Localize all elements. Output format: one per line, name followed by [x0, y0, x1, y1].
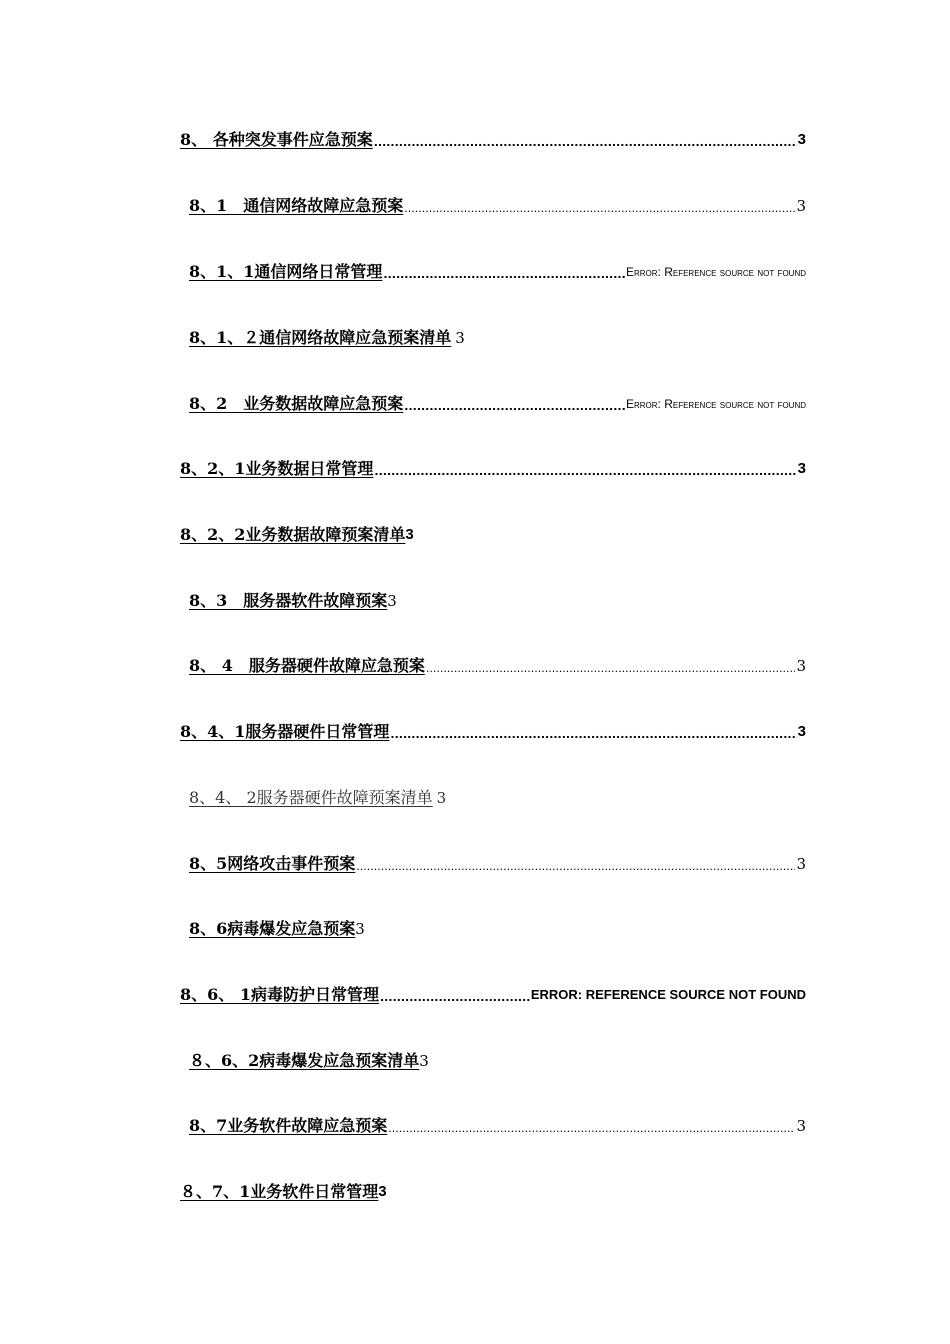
toc-entry-label[interactable]: 8、 4 服务器硬件故障应急预案	[189, 656, 425, 675]
toc-dot-leader	[380, 991, 530, 1005]
toc-entry-label[interactable]: 8、2、1业务数据日常管理	[180, 459, 374, 478]
toc-entry[interactable]	[180, 716, 806, 742]
toc-page-number: 3	[455, 329, 465, 347]
toc-dot-leader	[374, 136, 797, 150]
toc-entry[interactable]	[180, 1176, 806, 1202]
toc-entry-label[interactable]: 8、1 通信网络故障应急预案	[189, 196, 404, 215]
toc-page-number: 3	[387, 592, 397, 610]
toc-dot-leader	[388, 1122, 795, 1136]
toc-entry[interactable]	[180, 124, 806, 150]
toc-entry-label[interactable]: 8、3 服务器软件故障预案	[189, 591, 388, 610]
toc-entry-label[interactable]: 8、1、２通信网络故障应急预案清单	[189, 328, 452, 347]
toc-entry[interactable]	[180, 979, 806, 1005]
toc-entry[interactable]	[189, 585, 806, 611]
toc-dot-leader	[374, 465, 796, 479]
toc-page-number: 3	[797, 460, 806, 477]
toc-entry-label[interactable]: 8、 各种突发事件应急预案	[180, 130, 373, 149]
toc-entry[interactable]	[189, 848, 806, 874]
toc-entry[interactable]	[189, 1045, 806, 1071]
toc-page-number: 3	[796, 1117, 806, 1135]
toc-page-number: 3	[796, 657, 806, 675]
toc-entry-label[interactable]: 8、7业务软件故障应急预案	[189, 1116, 388, 1135]
toc-dot-leader	[404, 400, 625, 414]
toc-entry-label[interactable]: 8、5网络攻击事件预案	[189, 854, 356, 873]
toc-entry-label[interactable]: ８、7、1业务软件日常管理	[180, 1182, 379, 1201]
toc-entry-label[interactable]: 8、6、 1病毒防护日常管理	[180, 985, 379, 1004]
toc-dot-leader	[404, 202, 795, 216]
toc-page-error: Error: Reference source not found	[625, 397, 806, 411]
toc-entry-label[interactable]: 8、6病毒爆发应急预案	[189, 919, 356, 938]
toc-page-number: 3	[355, 920, 365, 938]
toc-page-error: Error: Reference source not found	[625, 265, 806, 279]
toc-entry-label[interactable]: 8、4、1服务器硬件日常管理	[180, 722, 390, 741]
toc-page-number: 3	[436, 789, 447, 807]
toc-dot-leader	[356, 860, 795, 874]
toc-page-number: 3	[419, 1052, 429, 1070]
toc-entry[interactable]	[189, 650, 806, 676]
toc-entry[interactable]	[189, 190, 806, 216]
toc-entry[interactable]	[180, 519, 806, 545]
toc-entry-label[interactable]: 8、1、1通信网络日常管理	[189, 262, 383, 281]
toc-entry[interactable]	[189, 782, 806, 808]
toc-entry[interactable]	[189, 256, 806, 282]
toc-entry[interactable]	[189, 1110, 806, 1136]
toc-page-number: 3	[378, 1183, 387, 1200]
toc-entry[interactable]	[189, 913, 806, 939]
toc-page-number: 3	[796, 855, 806, 873]
toc-entry-label[interactable]: 8、4、 2服务器硬件故障预案清单	[189, 788, 433, 807]
toc-dot-leader	[390, 728, 796, 742]
toc-page-number: 3	[797, 131, 806, 148]
toc-page-number: 3	[405, 526, 414, 543]
toc-page-number: 3	[797, 723, 806, 740]
toc-entry[interactable]	[189, 322, 806, 348]
toc-entry-label[interactable]: 8、2 业务数据故障应急预案	[189, 394, 404, 413]
toc-dot-leader	[426, 662, 796, 676]
toc-entry[interactable]	[189, 388, 806, 414]
toc-page-error: ERROR: REFERENCE SOURCE NOT FOUND	[530, 987, 806, 1002]
toc-entry-label[interactable]: ８、6、2病毒爆发应急预案清单	[189, 1051, 420, 1070]
toc-page-number: 3	[796, 197, 806, 215]
toc-entry-label[interactable]: 8、2、2业务数据故障预案清单	[180, 525, 406, 544]
toc-dot-leader	[383, 268, 625, 282]
toc-entry[interactable]	[180, 453, 806, 479]
